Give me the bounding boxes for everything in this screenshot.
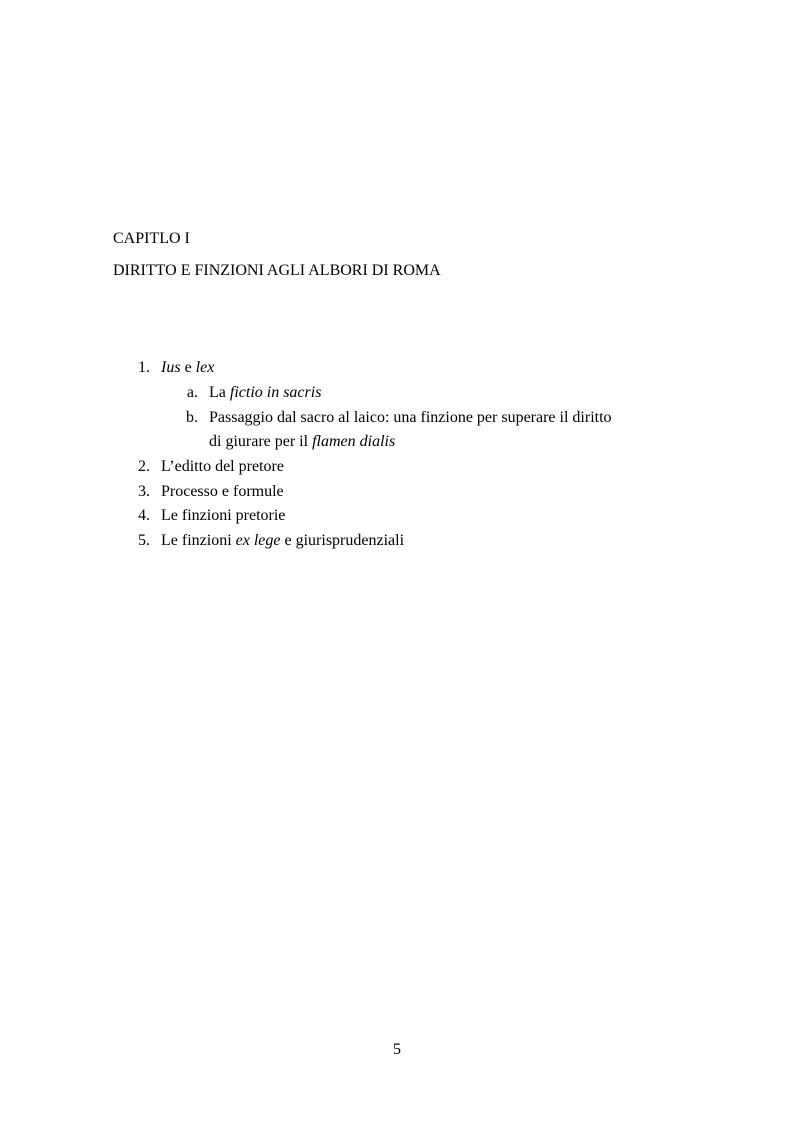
toc-item-text (161, 531, 404, 551)
toc-item-number: 3. (138, 483, 150, 500)
toc-item-text (209, 432, 395, 452)
toc-item-text-italic: fictio in sacris (229, 384, 322, 401)
toc-item-text-plain: di giurare per il (209, 433, 313, 450)
toc-item-number: 4. (138, 507, 150, 524)
toc-item-number: 5. (138, 532, 150, 549)
toc-item-text-plain: Le finzioni (161, 532, 236, 549)
chapter-label: CAPITLO I (113, 230, 190, 247)
toc-item-text-italic: lex (195, 359, 215, 376)
toc-item-number: 2. (138, 458, 150, 475)
page-number: 5 (393, 1041, 401, 1058)
toc-item-text-italic: ex lege (235, 532, 281, 549)
toc-item-text: Passaggio dal sacro al laico: una finzione per superare il diritto (209, 409, 612, 426)
toc-item-number: 1. (138, 359, 150, 376)
toc-item-text (209, 383, 321, 403)
toc-item-number: a. (186, 384, 198, 401)
chapter-title: DIRITTO E FINZIONI AGLI ALBORI DI ROMA (113, 262, 441, 279)
toc-item-number: b. (186, 409, 198, 426)
toc-item-text: L’editto del pretore (161, 458, 284, 475)
toc-item-text: Le finzioni pretorie (161, 507, 286, 524)
toc-item-text (161, 358, 214, 378)
toc-item-text-italic: flamen dialis (312, 433, 396, 450)
toc-item-text-plain: La (209, 384, 230, 401)
toc-item-text-italic: Ius (161, 359, 181, 376)
toc-item-text-plain: e giurisprudenziali (280, 532, 405, 549)
toc-item-text-plain: e (180, 359, 196, 376)
toc-item-text: Processo e formule (161, 483, 284, 500)
